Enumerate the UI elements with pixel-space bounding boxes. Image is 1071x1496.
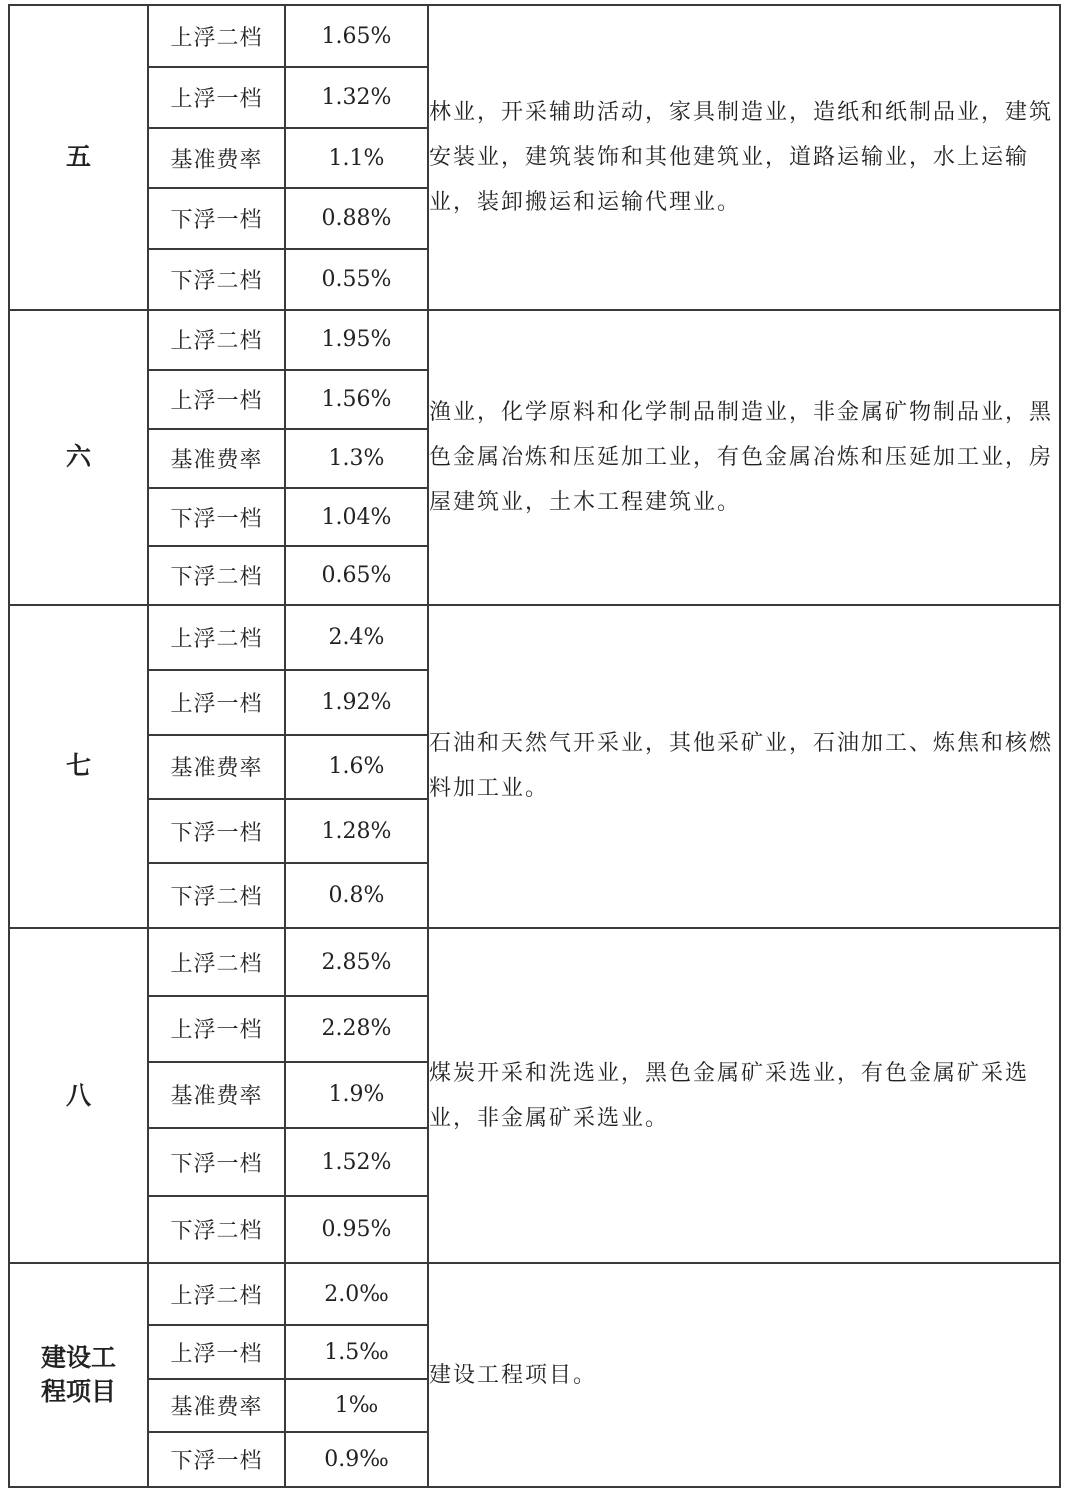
tier-label: 上浮二档 — [148, 310, 285, 370]
class-label: 建设工程项目 — [9, 1263, 148, 1487]
tier-label: 基准费率 — [148, 1062, 285, 1128]
tier-label: 下浮二档 — [148, 546, 285, 604]
rate-value: 1.56% — [285, 370, 428, 429]
tier-label: 上浮二档 — [148, 5, 285, 67]
rate-value: 0.95% — [285, 1196, 428, 1263]
rate-table — [8, 4, 1061, 1488]
rate-value: 0.8% — [285, 863, 428, 928]
tier-label: 基准费率 — [148, 429, 285, 488]
class-label: 六 — [9, 310, 148, 605]
tier-label: 下浮一档 — [148, 1432, 285, 1487]
tier-label: 上浮一档 — [148, 1325, 285, 1378]
tier-label: 基准费率 — [148, 735, 285, 799]
rate-value: 2.85% — [285, 928, 428, 995]
rate-value: 1.3% — [285, 429, 428, 488]
tier-label: 上浮二档 — [148, 1263, 285, 1325]
rate-value: 1.1% — [285, 128, 428, 188]
tier-label: 下浮二档 — [148, 1196, 285, 1263]
table-row — [9, 5, 1060, 67]
table-row — [9, 310, 1060, 370]
industry-list: 煤炭开采和洗选业，黑色金属矿采选业，有色金属矿采选业，非金属矿采选业。 — [428, 928, 1060, 1263]
rate-value: 1.95% — [285, 310, 428, 370]
table-row — [9, 928, 1060, 995]
rate-value: 1.92% — [285, 670, 428, 735]
tier-label: 上浮一档 — [148, 67, 285, 128]
tier-label: 上浮二档 — [148, 605, 285, 670]
tier-label: 上浮一档 — [148, 370, 285, 429]
tier-label: 下浮二档 — [148, 249, 285, 310]
rate-value: 1.65% — [285, 5, 428, 67]
table-row — [9, 605, 1060, 670]
rate-value: 1.28% — [285, 799, 428, 863]
rate-value: 1.9% — [285, 1062, 428, 1128]
industry-list: 石油和天然气开采业，其他采矿业，石油加工、炼焦和核燃料加工业。 — [428, 605, 1060, 929]
rate-value: 0.88% — [285, 188, 428, 248]
rate-value: 1‰ — [285, 1379, 428, 1432]
rate-value: 2.0‰ — [285, 1263, 428, 1325]
tier-label: 上浮一档 — [148, 996, 285, 1062]
class-label: 七 — [9, 605, 148, 929]
rate-value: 1.52% — [285, 1128, 428, 1196]
rate-value: 1.04% — [285, 488, 428, 546]
tier-label: 下浮一档 — [148, 799, 285, 863]
industry-list: 建设工程项目。 — [428, 1263, 1060, 1487]
rate-value: 0.55% — [285, 249, 428, 310]
class-label: 五 — [9, 5, 148, 310]
rate-value: 1.6% — [285, 735, 428, 799]
tier-label: 基准费率 — [148, 1379, 285, 1432]
rate-value: 0.9‰ — [285, 1432, 428, 1487]
tier-label: 下浮一档 — [148, 488, 285, 546]
tier-label: 上浮二档 — [148, 928, 285, 995]
industry-list: 林业，开采辅助活动，家具制造业，造纸和纸制品业，建筑安装业，建筑装饰和其他建筑业，道路运输业，水上运输业，装卸搬运和运输代理业。 — [428, 5, 1060, 310]
tier-label: 下浮一档 — [148, 188, 285, 248]
industry-list: 渔业，化学原料和化学制品制造业，非金属矿物制品业，黑色金属冶炼和压延加工业，有色金属冶炼和压延加工业，房屋建筑业，土木工程建筑业。 — [428, 310, 1060, 605]
rate-value: 0.65% — [285, 546, 428, 604]
table-row — [9, 1263, 1060, 1325]
class-label: 八 — [9, 928, 148, 1263]
rate-value: 2.4% — [285, 605, 428, 670]
rate-value: 1.5‰ — [285, 1325, 428, 1378]
rate-value: 1.32% — [285, 67, 428, 128]
tier-label: 上浮一档 — [148, 670, 285, 735]
tier-label: 下浮一档 — [148, 1128, 285, 1196]
tier-label: 下浮二档 — [148, 863, 285, 928]
tier-label: 基准费率 — [148, 128, 285, 188]
rate-value: 2.28% — [285, 996, 428, 1062]
